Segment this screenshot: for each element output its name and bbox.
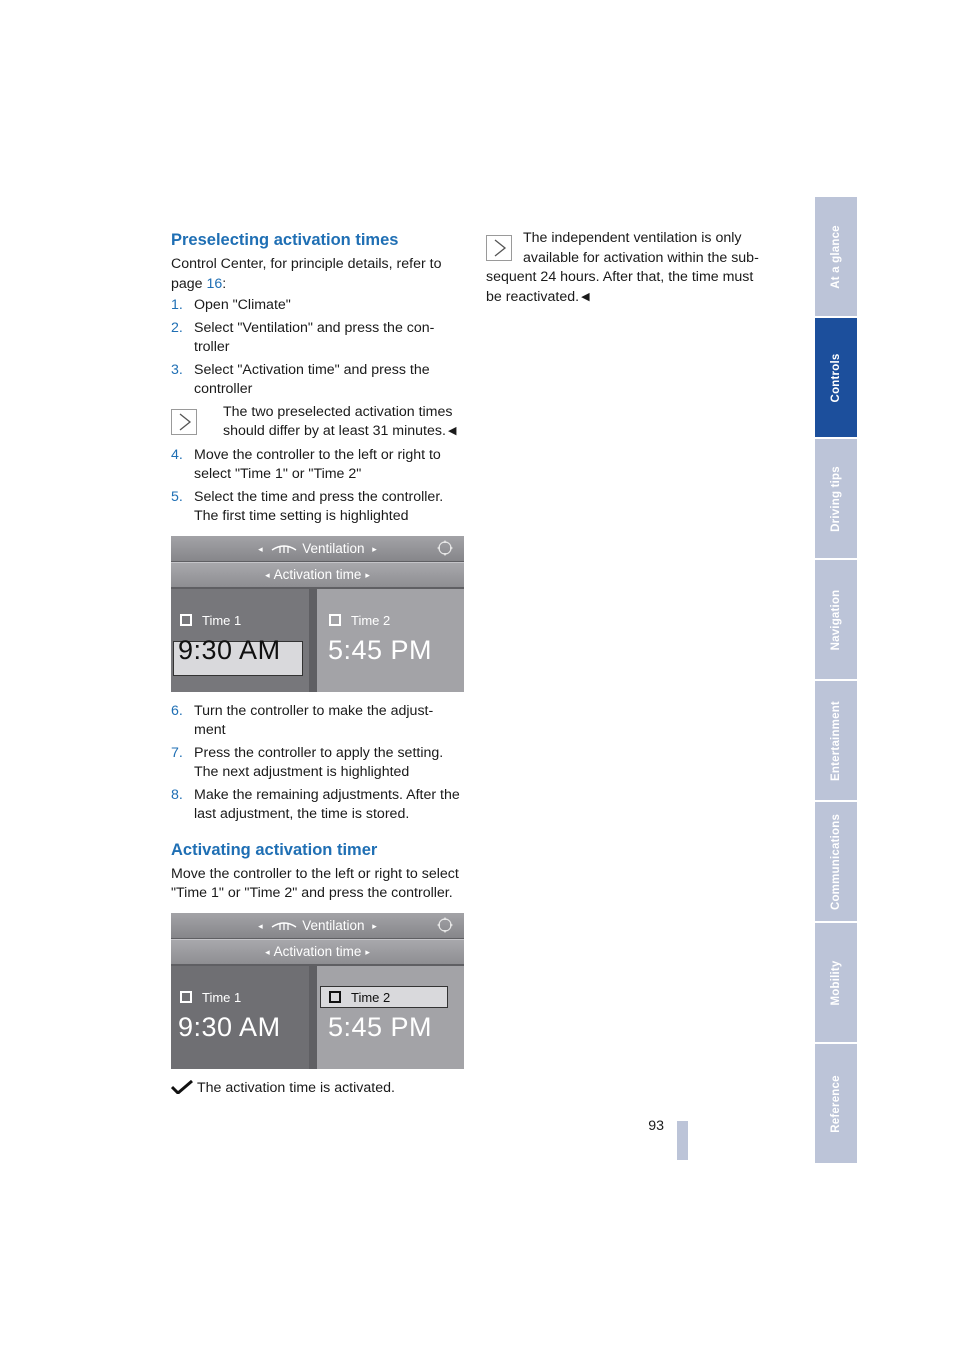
idrive-screenshot-2	[171, 913, 464, 1069]
steps-list-b	[171, 446, 463, 527]
check-icon	[171, 1080, 193, 1094]
note-text: The two preselected activation times should differ by at least 31 minutes.	[223, 403, 453, 439]
menu-title: Ventilation	[302, 917, 365, 933]
controller-icon	[436, 539, 454, 557]
tab-label: Navigation	[830, 589, 842, 650]
left-arrow-icon: ◂	[258, 543, 263, 554]
list-item	[171, 786, 463, 825]
tab-reference[interactable]	[815, 1044, 857, 1163]
step-text: Open "Climate"	[194, 297, 291, 313]
submenu-bar	[171, 562, 464, 587]
steps-list-c	[171, 702, 463, 825]
time2-panel	[317, 589, 464, 692]
result-line	[171, 1079, 463, 1099]
time1-label-wrap	[180, 988, 241, 1008]
right-arrow-icon: ▸	[365, 569, 370, 580]
checkbox-icon	[329, 614, 341, 626]
checkbox-icon	[180, 991, 192, 1003]
step-text: Move the controller to the left or right to select "Time 1" or "Time 2"	[194, 446, 441, 482]
intro-text	[171, 255, 463, 294]
note-triangle-icon	[486, 235, 512, 261]
tab-label: At a glance	[830, 224, 842, 289]
step-text: Make the remaining adjustments. After the last adjustment, the time is stored.	[194, 786, 460, 822]
step-number: 7.	[171, 744, 183, 761]
time2-label: Time 2	[351, 612, 391, 628]
section-heading-preselecting: Preselecting activation times	[171, 231, 399, 249]
list-item	[171, 744, 463, 783]
submenu-bar	[171, 939, 464, 964]
menu-bar	[171, 913, 464, 938]
note-block	[486, 229, 781, 307]
note-line: sequent 24 hours. After that, the time must	[486, 269, 754, 285]
tab-entertainment[interactable]	[815, 681, 857, 800]
submenu-title: Activation time	[273, 566, 362, 582]
step-text: Turn the controller to make the adjust-ment	[194, 702, 434, 738]
page-marker	[677, 1121, 688, 1160]
time1-panel	[171, 589, 309, 692]
left-arrow-icon: ◂	[265, 946, 270, 957]
tab-label: Entertainment	[830, 700, 842, 781]
step-text: Select "Ventilation" and press the con-troller	[194, 319, 435, 355]
tab-controls[interactable]	[815, 318, 857, 437]
left-column	[171, 229, 463, 1100]
end-mark-icon: ◀	[581, 290, 590, 303]
checkbox-icon	[329, 991, 341, 1003]
tab-label: Driving tips	[830, 465, 842, 532]
left-arrow-icon: ◂	[265, 569, 270, 580]
time2-value: 5:45 PM	[328, 1011, 433, 1042]
step-number: 6.	[171, 702, 183, 719]
list-item	[171, 361, 463, 400]
note-triangle-icon	[171, 409, 197, 435]
time2-label-wrap	[329, 611, 390, 631]
fan-icon	[270, 542, 298, 554]
tab-communications[interactable]	[815, 802, 857, 921]
step-text: Press the controller to apply the setting. The next adjustment is highlighted	[194, 744, 444, 780]
tab-label: Mobility	[830, 959, 842, 1006]
note-block	[171, 403, 463, 442]
step-number: 4.	[171, 446, 183, 463]
left-arrow-icon: ◂	[258, 920, 263, 931]
list-item	[171, 319, 463, 358]
step-number: 3.	[171, 361, 183, 378]
step-number: 1.	[171, 297, 183, 313]
menu-bar	[171, 536, 464, 561]
time1-value: 9:30 AM	[178, 634, 281, 665]
tab-driving-tips[interactable]	[815, 439, 857, 558]
step-number: 2.	[171, 319, 183, 336]
note-line-last	[486, 288, 781, 308]
list-item	[171, 702, 463, 741]
list-item	[171, 446, 463, 485]
checkbox-icon	[180, 614, 192, 626]
page-link[interactable]: 16	[206, 275, 223, 292]
step-text: Select the time and press the controller. The first time setting is highlighted	[194, 488, 444, 524]
intro-prefix: Control Center, for principle details, refer to page	[171, 256, 442, 292]
time1-value: 9:30 AM	[178, 1011, 281, 1042]
section2-body: Move the controller to the left or right to select "Time 1" or "Time 2" and press the controller.	[171, 865, 459, 901]
time1-label: Time 1	[202, 989, 242, 1005]
tab-label: Communications	[830, 813, 842, 910]
menu-title: Ventilation	[302, 540, 365, 556]
note-line: be reactivated.	[486, 288, 580, 305]
tab-at-a-glance[interactable]	[815, 197, 857, 316]
time2-panel	[317, 966, 464, 1069]
time2-value: 5:45 PM	[328, 634, 433, 665]
right-arrow-icon: ▸	[372, 920, 377, 931]
tab-label: Controls	[830, 353, 842, 402]
time1-label-wrap	[180, 611, 241, 631]
list-item	[171, 296, 463, 316]
note-line: available for activation within the sub-	[523, 249, 759, 266]
time1-panel	[171, 966, 309, 1069]
page-number: 93	[648, 1118, 664, 1134]
time1-label: Time 1	[202, 612, 242, 628]
right-column	[486, 229, 781, 307]
list-item	[171, 488, 463, 527]
section-heading-activating: Activating activation timer	[171, 840, 378, 859]
chapter-tabs	[815, 197, 857, 1165]
submenu-title: Activation time	[273, 943, 362, 959]
step-text: Select "Activation time" and press the controller	[194, 361, 430, 397]
tab-label: Reference	[830, 1074, 842, 1133]
controller-icon	[436, 916, 454, 934]
intro-suffix: :	[222, 275, 227, 292]
right-arrow-icon: ▸	[365, 946, 370, 957]
step-number: 8.	[171, 786, 183, 803]
idrive-screenshot-1	[171, 536, 464, 692]
time2-label: Time 2	[351, 989, 391, 1005]
step-number: 5.	[171, 488, 183, 505]
result-text: The activation time is activated.	[197, 1079, 395, 1096]
time2-label-wrap	[329, 988, 390, 1008]
right-arrow-icon: ▸	[372, 543, 377, 554]
end-mark-icon: ◀	[447, 425, 457, 437]
tab-navigation[interactable]	[815, 560, 857, 679]
fan-icon	[270, 919, 298, 931]
steps-list-a	[171, 296, 463, 400]
note-line: The independent ventilation is only	[523, 230, 742, 246]
tab-mobility[interactable]	[815, 923, 857, 1042]
